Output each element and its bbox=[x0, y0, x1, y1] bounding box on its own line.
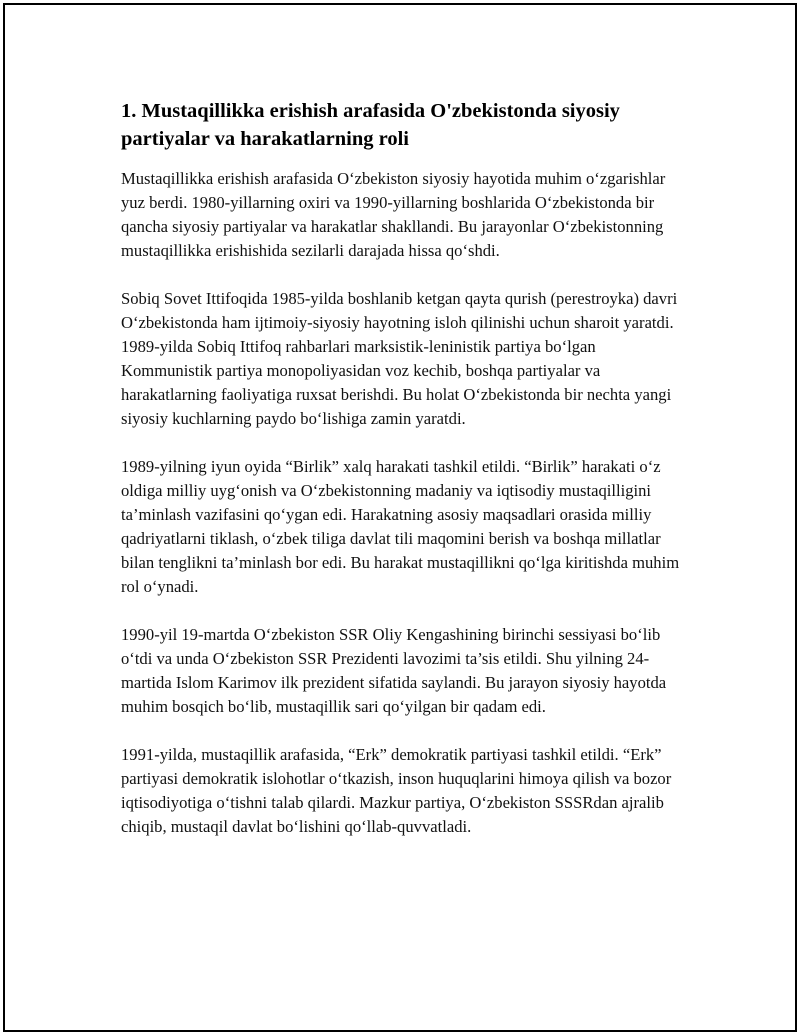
paragraph-3: 1989-yilning iyun oyida “Birlik” xalq harakati tashkil etildi. “Birlik” harakati o‘z oldiga milliy uyg‘onish va O‘zbekistonning madaniy va iqtisodiy mustaqilligini ta’minlash vazifasini qo‘ygan edi. Harakatning asosiy maqsadlari orasida milliy qadriyatlarni tiklash, o‘zbek tiliga davlat tili maqomini berish va boshqa millatlar bilan tenglikni ta’minlash bor edi. Bu harakat mustaqillikni qo‘lga kiritishda muhim rol o‘ynadi. bbox=[121, 457, 680, 596]
page-frame bbox=[3, 3, 797, 1032]
document-body bbox=[121, 97, 681, 863]
paragraph-2: Sobiq Sovet Ittifoqida 1985-yilda boshlanib ketgan qayta qurish (perestroyka) davri O‘zbekistonda ham ijtimoiy-siyosiy hayotning isloh qilinishi uchun sharoit yaratdi. 1989-yilda Sobiq Ittifoq rahbarlari marksistik-leninistik partiya bo‘lgan Kommunistik partiya monopoliyasidan voz kechib, boshqa partiyalar va harakatlarning faoliyatiga ruxsat berishdi. Bu holat O‘zbekistonda bir nechta yangi siyosiy kuchlarning paydo bo‘lishiga zamin yaratdi. bbox=[121, 289, 678, 428]
document-title: 1. Mustaqillikka erishish arafasida O'zbekistonda siyosiy partiyalar va harakatlarning roli bbox=[121, 100, 620, 150]
paragraph-5: 1991-yilda, mustaqillik arafasida, “Erk” demokratik partiyasi tashkil etildi. “Erk” partiyasi demokratik islohotlar o‘tkazish, inson huquqlarini himoya qilish va bozor iqtisodiyotiga o‘tishni talab qilardi. Mazkur partiya, O‘zbekiston SSSRdan ajralib chiqib, mustaqil davlat bo‘lishini qo‘llab-quvvatladi. bbox=[121, 745, 672, 836]
paragraph-4: 1990-yil 19-martda O‘zbekiston SSR Oliy Kengashining birinchi sessiyasi bo‘lib o‘tdi va unda O‘zbekiston SSR Prezidenti lavozimi ta’sis etildi. Shu yilning 24-martida Islom Karimov ilk prezident sifatida saylandi. Bu jarayon siyosiy hayotda muhim bosqich bo‘lib, mustaqillik sari qo‘yilgan bir qadam edi. bbox=[121, 625, 667, 716]
paragraph-1: Mustaqillikka erishish arafasida O‘zbekiston siyosiy hayotida muhim o‘zgarishlar yuz berdi. 1980-yillarning oxiri va 1990-yillarning boshlarida O‘zbekistonda bir qancha siyosiy partiyalar va harakatlar shakllandi. Bu jarayonlar O‘zbekistonning mustaqillikka erishishida sezilarli darajada hissa qo‘shdi. bbox=[121, 169, 666, 260]
